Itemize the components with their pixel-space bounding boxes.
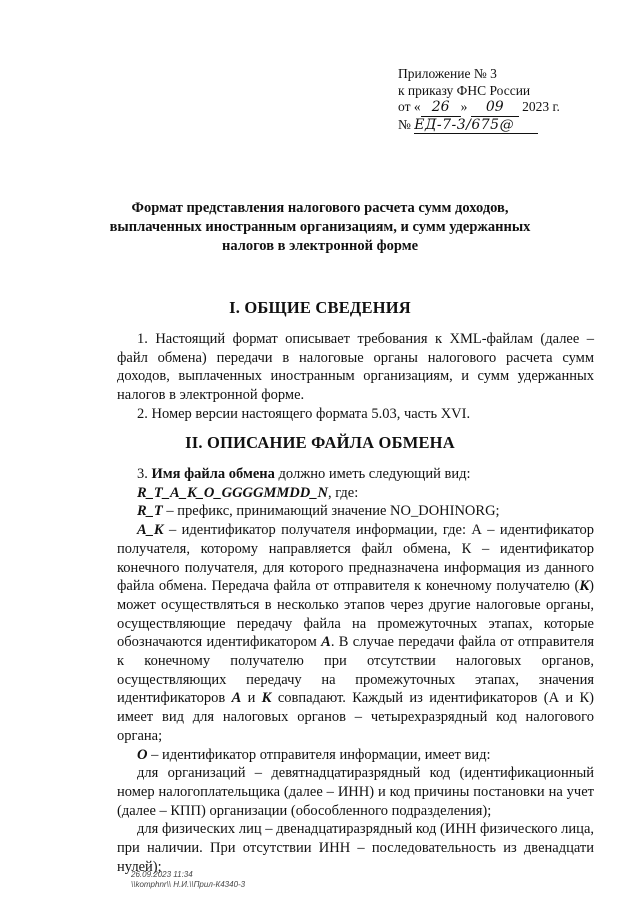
section-2-heading: II. ОПИСАНИЕ ФАЙЛА ОБМЕНА xyxy=(185,433,455,452)
date-day: 26 xyxy=(421,99,461,117)
org-definition: для организаций – девятнадцатиразрядный код (идентификационный номер налогоплательщика (далее – ИНН) и код причины постановки на учет (далее – КПП) организации (обособленного подразделения); xyxy=(117,765,594,819)
paragraph-3 xyxy=(117,465,594,484)
rt-code: R_T xyxy=(137,503,163,520)
appendix-block xyxy=(398,66,560,134)
filename-pattern: R_T_A_K_O_GGGGMMDD_N xyxy=(137,484,328,501)
order-prefix: № xyxy=(398,116,411,132)
document-title xyxy=(100,199,540,256)
section-1-heading: I. ОБЩИЕ СВЕДЕНИЯ xyxy=(229,298,411,317)
date-prefix: от « xyxy=(398,99,421,114)
filename-pattern-line xyxy=(117,484,594,503)
title-line-1: Формат представления налогового расчета сумм доходов, xyxy=(131,200,509,216)
rt-text: – префикс, принимающий значение NO_DOHINORG; xyxy=(166,503,500,520)
order-number: ЕД-7-3/675@ xyxy=(414,117,538,135)
o-code: О xyxy=(137,746,148,763)
appendix-date-line xyxy=(398,99,560,117)
date-year: 2023 г. xyxy=(522,99,560,114)
pattern-after: , где: xyxy=(327,484,359,501)
p3-rest: должно иметь следующий вид: xyxy=(278,466,471,482)
appendix-line-1: Приложение № 3 xyxy=(398,66,497,81)
section-1-body xyxy=(117,330,594,424)
ak-a-2: А xyxy=(231,690,242,707)
ak-k-1: К xyxy=(579,578,590,595)
ak-k-2: К xyxy=(261,690,272,707)
paragraph-2: 2. Номер версии настоящего формата 5.03, часть XVI. xyxy=(137,405,471,422)
title-line-3: налогов в электронной форме xyxy=(221,238,419,254)
date-close: » xyxy=(460,99,468,114)
ak-text-4: совпадают. Каждый из идентификаторов (А и К) имеет вид для налоговых органов – четырехразрядный код налогового органа; xyxy=(117,690,594,744)
footer-line-2: \\komphnr\\ Н.И.\\Прил-К4340-3 xyxy=(131,880,246,889)
ak-text-2: ) может осуществляться в несколько этапов через другие налоговые органы, осуществляющие передачу файла на промежуточных этапах, которые обозначаются идентификатором xyxy=(117,578,594,651)
rt-definition xyxy=(117,502,594,521)
ak-code: A_K xyxy=(137,522,164,539)
appendix-line-2: к приказу ФНС России xyxy=(398,82,531,98)
title-line-2: выплаченных иностранным организациям, и сумм удержанных xyxy=(109,219,531,235)
fl-definition: для физических лиц – двенадцатиразрядный код (ИНН физического лица, при наличии. При отсутствии ИНН – последовательность из двенадцати нулей); xyxy=(117,821,594,875)
ak-text-3: . В случае передачи файла от отправителя к конечному получателю при отсутствии налоговых органов, осуществляющих передачу на промежуточных этапах, значения идентификаторов xyxy=(117,634,594,707)
o-definition xyxy=(117,746,594,765)
section-2-body xyxy=(117,465,594,876)
ak-and: и xyxy=(241,690,262,707)
footer-line-1: 26.09.2023 11:34 xyxy=(131,870,193,879)
appendix-order-line xyxy=(398,117,560,135)
footer-stamp xyxy=(131,870,245,890)
p3-bold-term: Имя файла обмена xyxy=(151,466,275,482)
p3-number: 3. xyxy=(137,466,148,482)
paragraph-1: 1. Настоящий формат описывает требования к XML-файлам (далее – файл обмена) передачи в налоговые органы налогового расчета сумм доходов, выплаченных иностранным организациям, и сумм удержанных налогов в электронной форме. xyxy=(117,331,594,404)
ak-text-1: – идентификатор получателя информации, где: А – идентификатор получателя, которому направляется файл обмена, К – идентификатор конечного получателя, для которого предназначена информация из данного файла обмена. Передача файла от отправителя к конечному получателю ( xyxy=(117,522,595,595)
ak-definition xyxy=(117,521,594,745)
o-text: – идентификатор отправителя информации, имеет вид: xyxy=(151,746,491,763)
date-month: 09 xyxy=(471,99,519,117)
ak-a-1: А xyxy=(321,634,331,651)
